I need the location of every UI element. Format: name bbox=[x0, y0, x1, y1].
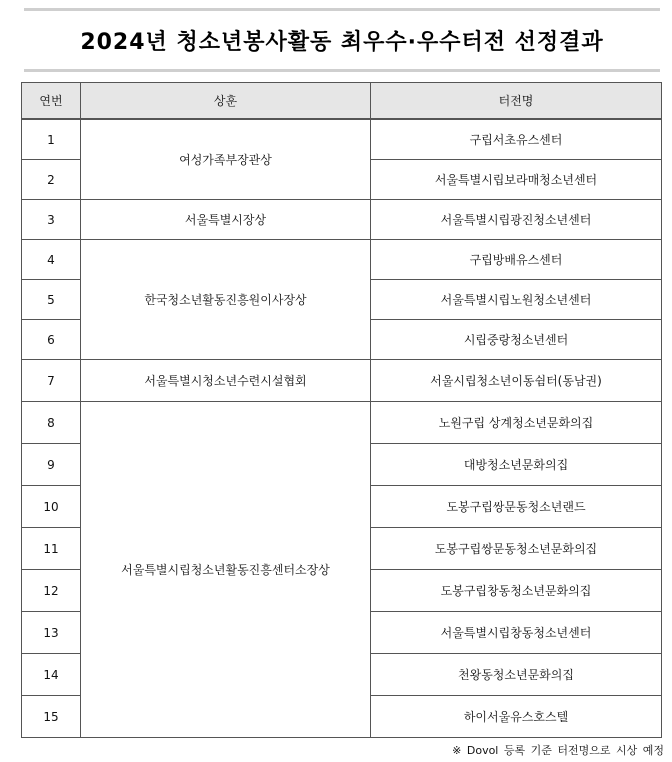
center-name: 구립방배유스센터 bbox=[371, 240, 662, 280]
page-title: 2024년 청소년봉사활동 최우수·우수터전 선정결과 bbox=[80, 29, 604, 55]
award-results-table bbox=[21, 82, 662, 738]
center-name: 서울특별시립노원청소년센터 bbox=[371, 280, 662, 320]
row-number: 13 bbox=[22, 612, 81, 654]
center-name: 하이서울유스호스텔 bbox=[371, 696, 662, 738]
table-row bbox=[22, 119, 662, 160]
center-name: 천왕동청소년문화의집 bbox=[371, 654, 662, 696]
center-name: 대방청소년문화의집 bbox=[371, 444, 662, 486]
row-number: 14 bbox=[22, 654, 81, 696]
award-name: 서울특별시립청소년활동진흥센터소장상 bbox=[81, 402, 371, 738]
center-name: 시립중랑청소년센터 bbox=[371, 320, 662, 360]
row-number: 11 bbox=[22, 528, 81, 570]
row-number: 8 bbox=[22, 402, 81, 444]
row-number: 6 bbox=[22, 320, 81, 360]
center-name: 서울특별시립광진청소년센터 bbox=[371, 200, 662, 240]
award-name: 서울특별시청소년수련시설협회 bbox=[81, 360, 371, 402]
header-award: 상훈 bbox=[81, 83, 371, 120]
table-row bbox=[22, 200, 662, 240]
row-number: 3 bbox=[22, 200, 81, 240]
row-number: 15 bbox=[22, 696, 81, 738]
header-center: 터전명 bbox=[371, 83, 662, 120]
table-row bbox=[22, 360, 662, 402]
row-number: 4 bbox=[22, 240, 81, 280]
row-number: 12 bbox=[22, 570, 81, 612]
center-name: 도봉구립창동청소년문화의집 bbox=[371, 570, 662, 612]
award-name: 여성가족부장관상 bbox=[81, 119, 371, 200]
center-name: 서울특별시립보라매청소년센터 bbox=[371, 160, 662, 200]
center-name: 도봉구립쌍문동청소년문화의집 bbox=[371, 528, 662, 570]
row-number: 5 bbox=[22, 280, 81, 320]
row-number: 9 bbox=[22, 444, 81, 486]
center-name: 도봉구립쌍문동청소년랜드 bbox=[371, 486, 662, 528]
table-row bbox=[22, 402, 662, 444]
row-number: 7 bbox=[22, 360, 81, 402]
center-name: 노원구립 상계청소년문화의집 bbox=[371, 402, 662, 444]
award-name: 서울특별시장상 bbox=[81, 200, 371, 240]
center-name: 서울시립청소년이동쉼터(동남권) bbox=[371, 360, 662, 402]
center-name: 서울특별시립창동청소년센터 bbox=[371, 612, 662, 654]
table-header-row bbox=[22, 83, 662, 120]
row-number: 10 bbox=[22, 486, 81, 528]
row-number: 2 bbox=[22, 160, 81, 200]
footnote: ※ Dovol 등록 기준 터전명으로 시상 예정 bbox=[452, 744, 664, 757]
table-row bbox=[22, 240, 662, 280]
award-name: 한국청소년활동진흥원이사장상 bbox=[81, 240, 371, 360]
row-number: 1 bbox=[22, 119, 81, 160]
title-banner bbox=[24, 8, 660, 72]
header-no: 연번 bbox=[22, 83, 81, 120]
center-name: 구립서초유스센터 bbox=[371, 119, 662, 160]
